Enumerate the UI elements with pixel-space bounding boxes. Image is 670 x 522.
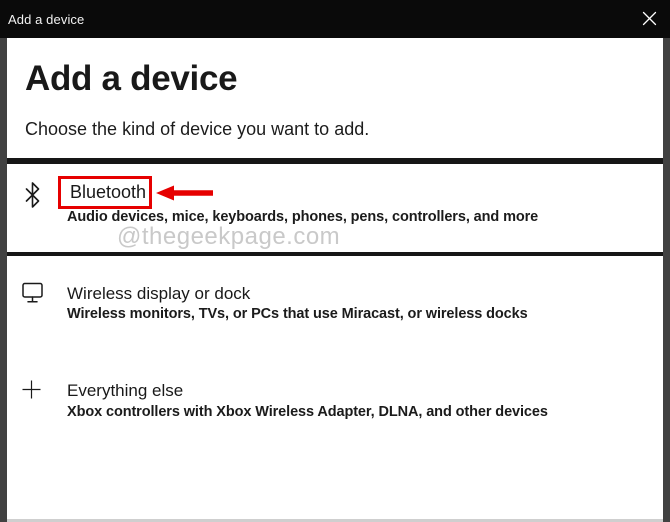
bluetooth-icon: [25, 182, 40, 208]
dialog-header: [7, 38, 663, 158]
item-title-bluetooth: Bluetooth: [70, 182, 147, 202]
highlight-box: [58, 176, 152, 209]
titlebar: [0, 0, 670, 38]
page-title: Add a device: [25, 59, 238, 98]
item-desc-wireless-display: Wireless monitors, TVs, or PCs that use Miracast, or wireless docks: [67, 306, 528, 322]
device-item-bluetooth[interactable]: [7, 164, 663, 252]
dialog-body: [7, 38, 663, 519]
close-button[interactable]: [632, 2, 666, 34]
watermark: @thegeekpage.com: [117, 223, 341, 250]
plus-icon: [22, 380, 41, 399]
item-desc-bluetooth: Audio devices, mice, keyboards, phones, pens, controllers, and more: [67, 209, 539, 225]
highlight-arrow-icon: [156, 185, 213, 201]
page-subtitle: Choose the kind of device you want to add.: [25, 119, 370, 139]
close-icon: [642, 11, 657, 26]
device-item-group: [7, 256, 663, 519]
item-title-wireless-display[interactable]: Wireless display or dock: [67, 284, 251, 303]
monitor-icon: [22, 282, 43, 304]
item-title-everything-else[interactable]: Everything else: [67, 381, 184, 400]
item-desc-everything-else: Xbox controllers with Xbox Wireless Adapter, DLNA, and other devices: [67, 404, 548, 420]
window-title: Add a device: [8, 11, 85, 27]
